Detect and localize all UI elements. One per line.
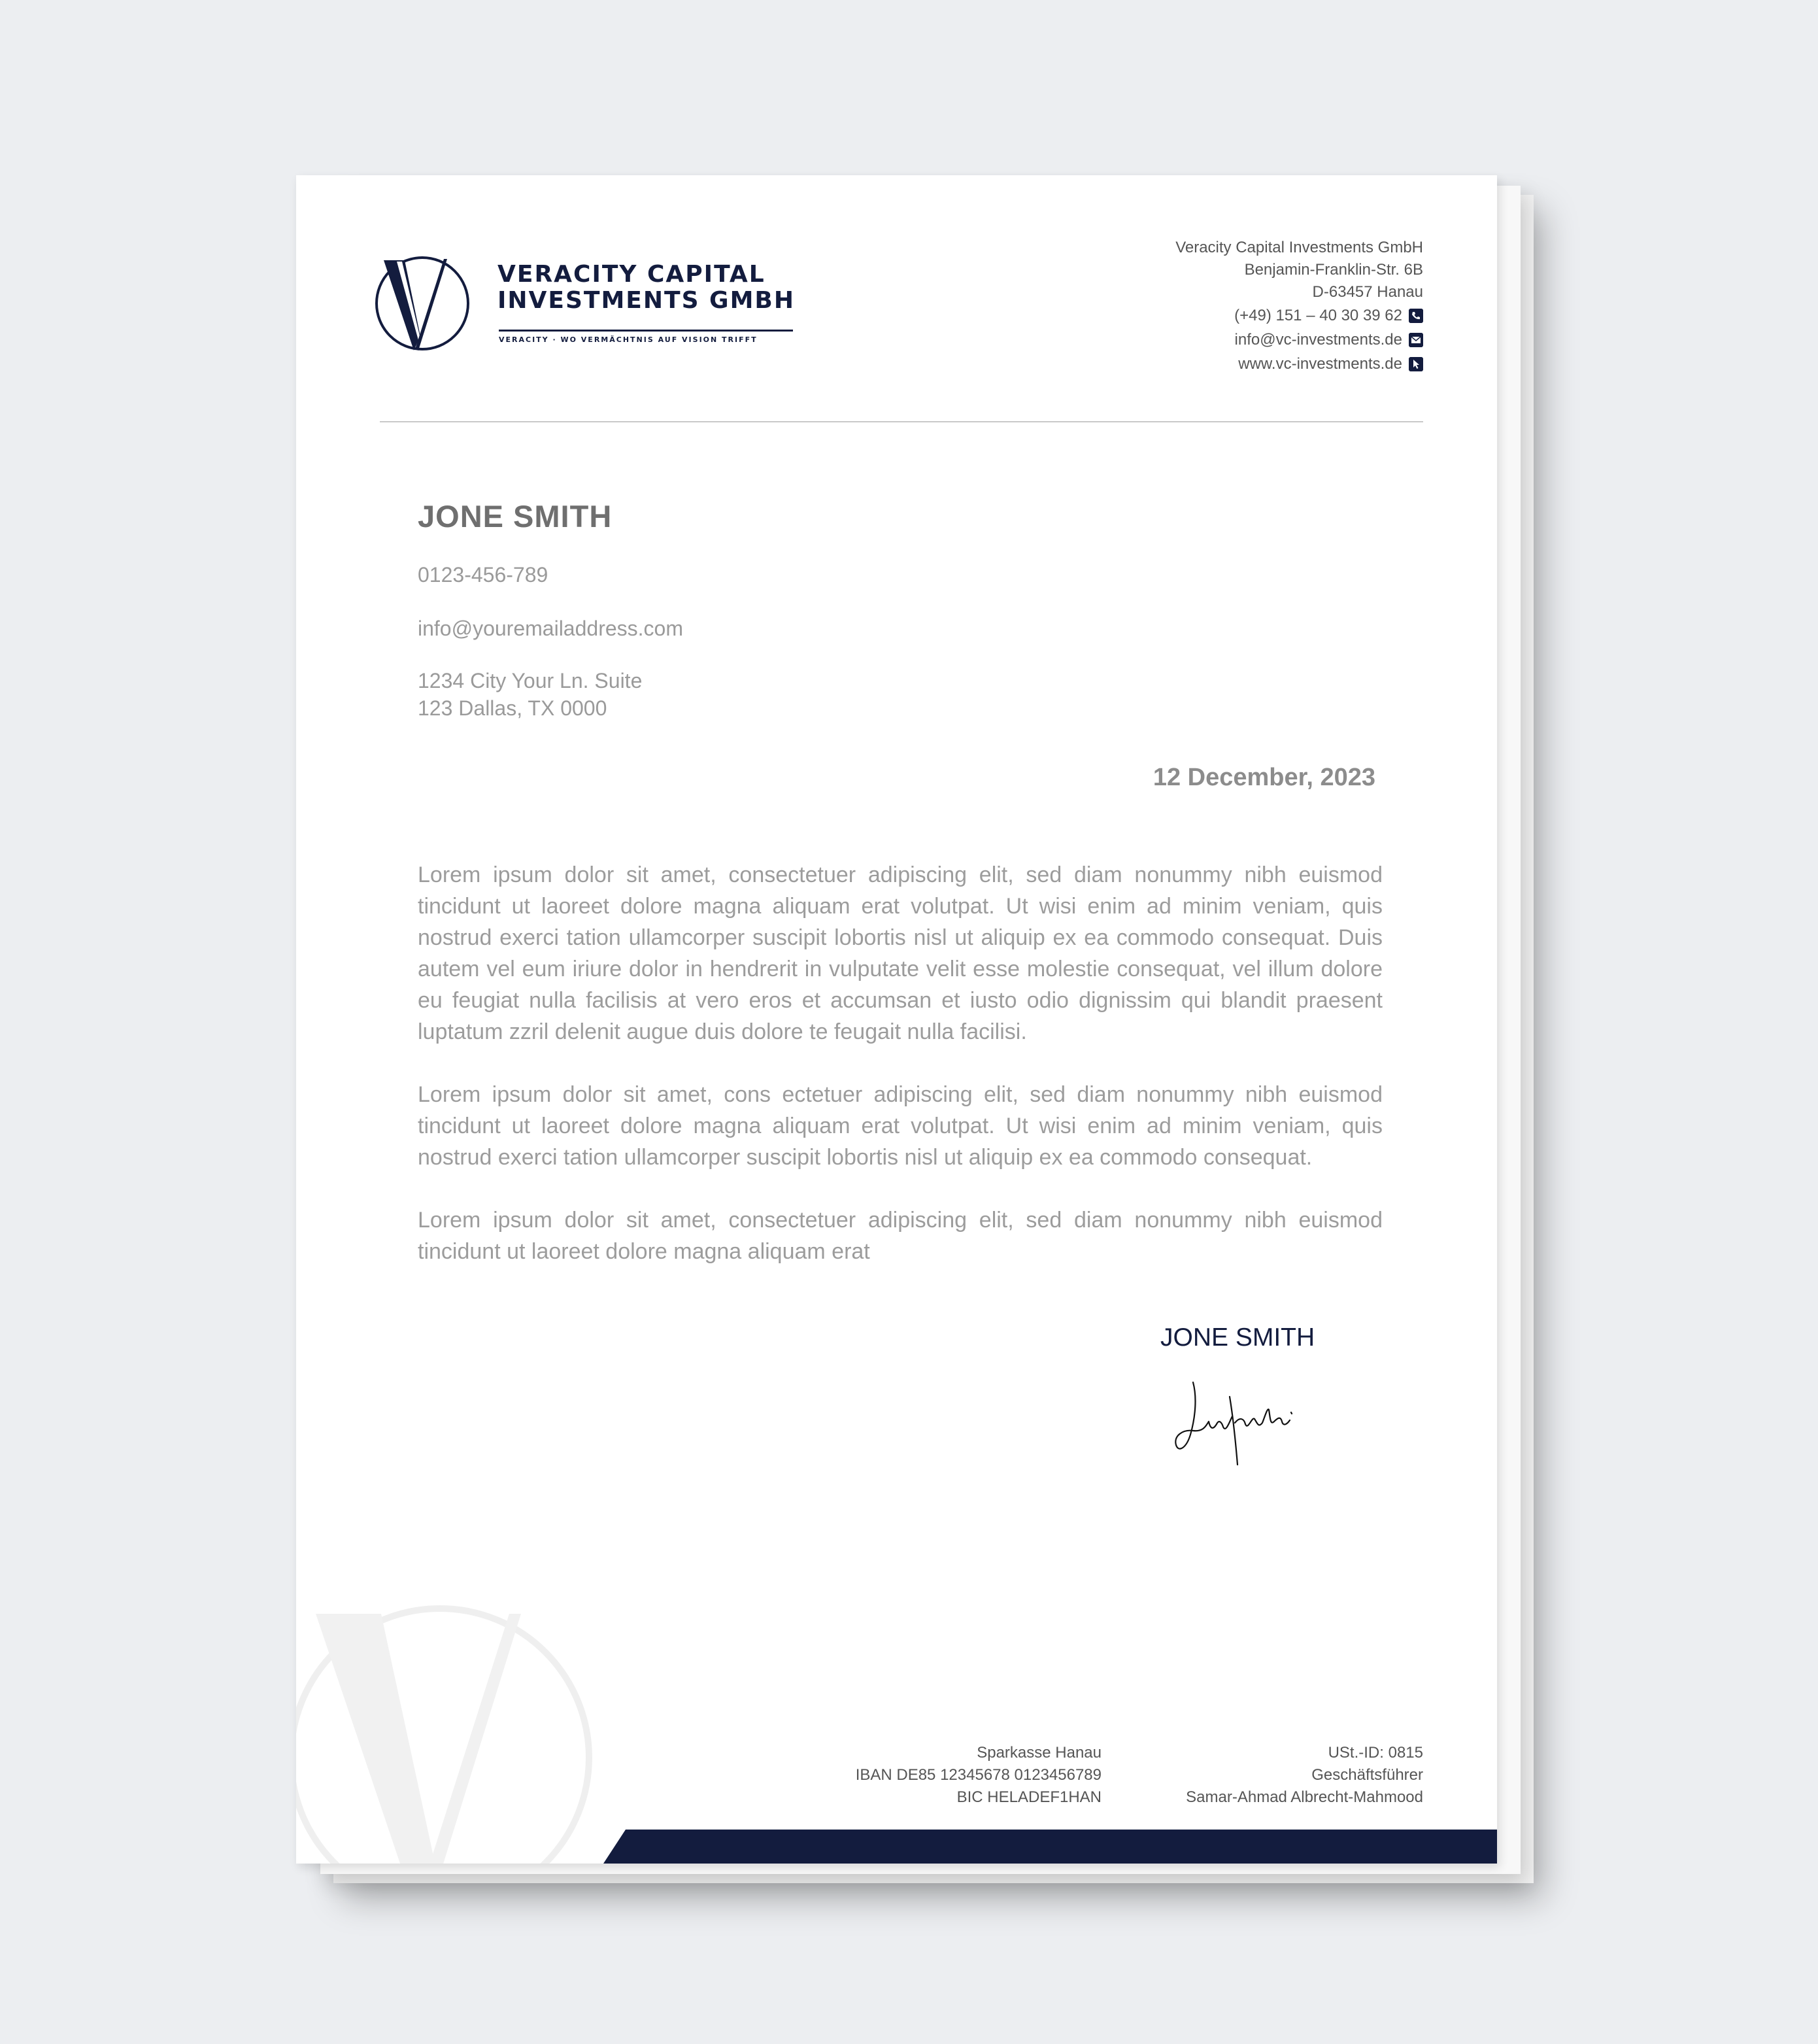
- v-circle-logo-icon: [373, 252, 471, 354]
- recipient-address-line2: 123 Dallas, TX 0000: [418, 696, 607, 720]
- letterhead-page: [296, 175, 1497, 1864]
- sender-address-block: [1175, 237, 1423, 376]
- recipient-email: info@youremailaddress.com: [418, 617, 683, 640]
- vat-id: USt.-ID: 0815: [1328, 1744, 1423, 1762]
- sender-street: Benjamin-Franklin-Str. 6B: [1244, 261, 1423, 279]
- phone-icon: [1409, 309, 1423, 323]
- v-watermark-icon: [296, 1588, 610, 1864]
- bank-name: Sparkasse Hanau: [977, 1744, 1102, 1762]
- handwritten-signature: [1167, 1371, 1324, 1469]
- recipient-address-line1: 1234 City Your Ln. Suite: [418, 669, 643, 692]
- body-paragraph-1: Lorem ipsum dolor sit amet, consectetuer adipiscing elit, sed diam nonummy nibh euismod tincidunt ut laoreet dolore magna aliquam erat volutpat. Ut wisi enim ad minim veniam, quis nostrud exerci tation ullamcorper suscipit lobortis nisl ut aliquip ex ea commodo consequat. Duis autem vel eum iriure dolor in hendrerit in vulputate velit esse molestie consequat, vel illum dolore eu feugiat nulla facilisis at vero eros et accumsan et iusto odio dignissim qui blandit praesent luptatum zzril delenit augue duis dolore te feugait nulla facilisi.: [418, 862, 1383, 1044]
- company-tagline: VERACITY · WO VERMÄCHTNIS AUF VISION TRIFFT: [499, 335, 758, 344]
- sender-phone: (+49) 151 – 40 30 39 62: [1234, 306, 1402, 324]
- company-name: [497, 262, 795, 314]
- sender-email[interactable]: info@vc-investments.de: [1234, 330, 1402, 349]
- body-paragraph-2: Lorem ipsum dolor sit amet, cons ectetuer adipiscing elit, sed diam nonummy nibh euismod tincidunt ut laoreet dolore magna aliquam erat volutpat. Ut wisi enim ad minim veniam, quis nostrud exerci tation ullamcorper suscipit lobortis nisl ut aliquip ex ea commodo consequat.: [418, 1082, 1383, 1170]
- manager-role: Geschäftsführer: [1311, 1766, 1423, 1784]
- body-paragraph-3: Lorem ipsum dolor sit amet, consectetuer adipiscing elit, sed diam nonummy nibh euismod tincidunt ut laoreet dolore magna aliquam erat: [418, 1208, 1383, 1264]
- company-name-line2: INVESTMENTS GMBH: [497, 287, 795, 314]
- mail-icon: [1409, 333, 1423, 347]
- sender-phone-row: [1175, 303, 1423, 328]
- sender-website[interactable]: www.vc-investments.de: [1238, 354, 1402, 373]
- sender-website-row: [1175, 352, 1423, 376]
- footer-legal-details: [1186, 1742, 1423, 1809]
- brand-rule: [499, 330, 793, 332]
- manager-name: Samar-Ahmad Albrecht-Mahmood: [1186, 1788, 1423, 1806]
- company-name-line1: VERACITY CAPITAL: [497, 261, 766, 288]
- sender-city: D-63457 Hanau: [1312, 283, 1423, 301]
- recipient-name: JONE SMITH: [418, 499, 613, 534]
- sender-email-row: [1175, 328, 1423, 352]
- cursor-icon: [1409, 357, 1423, 371]
- footer-bank-details: [856, 1742, 1102, 1809]
- recipient-phone: 0123-456-789: [418, 563, 548, 587]
- header-divider: [380, 421, 1423, 422]
- bank-iban: IBAN DE85 12345678 0123456789: [855, 1766, 1102, 1784]
- letter-date: 12 December, 2023: [1153, 764, 1375, 791]
- signatory-name: JONE SMITH: [1160, 1323, 1315, 1352]
- footer-brand-bar: [603, 1830, 1497, 1864]
- sender-company: Veracity Capital Investments GmbH: [1175, 239, 1423, 256]
- bank-bic: BIC HELADEF1HAN: [956, 1788, 1102, 1806]
